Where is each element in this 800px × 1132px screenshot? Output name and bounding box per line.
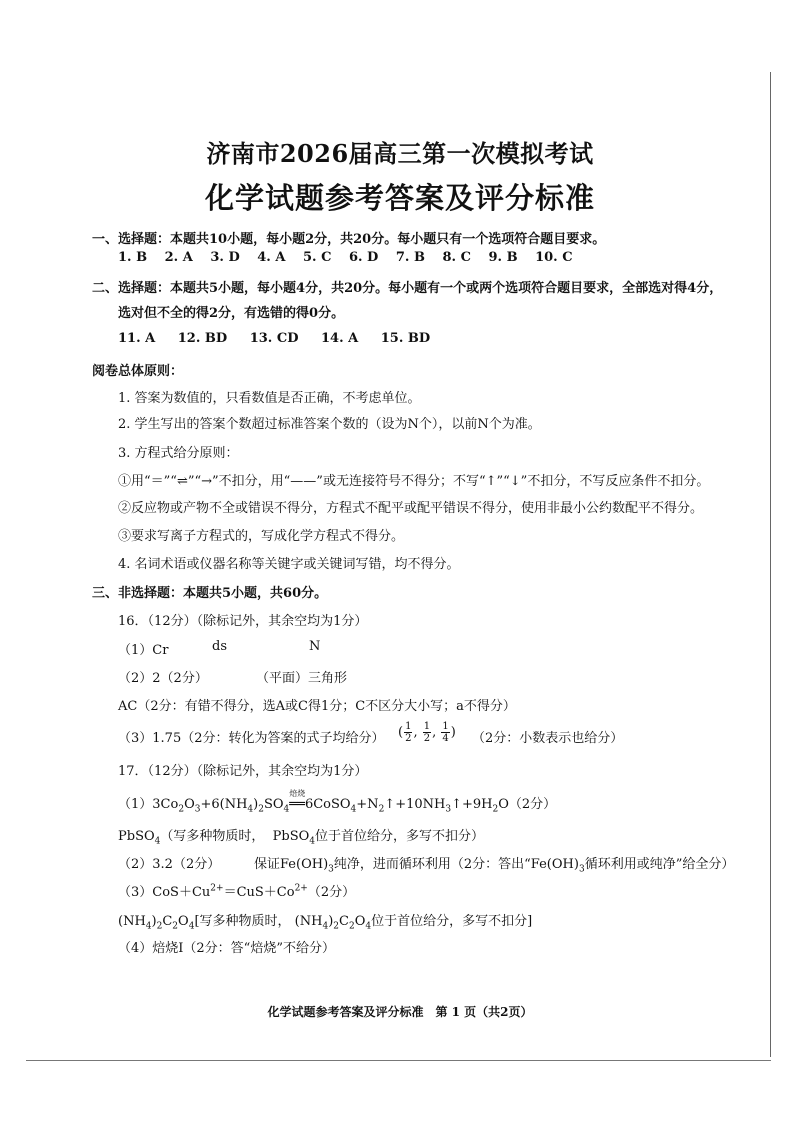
equation-rule-2: ②反应物或产物不全或错误不得分，方程式不配平或配平错误不得分，使用非最小公约数配平不得分。 (118, 501, 704, 516)
answer-14: 14. A (321, 331, 359, 346)
comma-2: , (432, 725, 437, 740)
q16-part3-coordinates (398, 717, 456, 749)
answer-9: 9. B (488, 250, 518, 265)
reaction-condition: 焙烧 ══ (289, 789, 306, 812)
principle-4: 4. 名词术语或仪器名称等关键字或关键词写错，均不得分。 (118, 557, 460, 572)
open-paren: ( (398, 725, 404, 740)
answer-6: 6. D (348, 250, 379, 265)
answer-1: 1. B (118, 250, 148, 265)
equation-rule-3: ③要求写离子方程式的，写成化学方程式不得分。 (118, 529, 405, 544)
fraction-1 (404, 721, 412, 744)
close-paren: ) (450, 725, 456, 740)
section2-answers (118, 331, 448, 346)
q16-part1-answer1: （1）Cr (118, 643, 169, 658)
answer-13: 13. CD (249, 331, 299, 346)
q16-part1-answer3: N (309, 639, 321, 654)
answer-8: 8. C (442, 250, 471, 265)
answer-7: 7. B (395, 250, 425, 265)
q16-part3-answer2-note: （2分：小数表示也给分） (472, 731, 624, 746)
equation-rule-1: ①用“＝”“⇌”“→”不扣分，用“——”或无连接符号不得分；不写“↑”“↓”不扣分，不写反应条件不扣分。 (118, 474, 710, 489)
q17-part4-answer: （4）焙烧Ⅰ（2分：答“焙烧”不给分） (118, 941, 335, 956)
fraction-3-numerator: 1 (442, 721, 449, 732)
document-title: 化学试题参考答案及评分标准 (204, 181, 595, 215)
answer-2: 2. A (164, 250, 193, 265)
comma-1: , (413, 725, 418, 740)
fraction-1-denominator: 2 (405, 733, 412, 744)
answer-5: 5. C (302, 250, 332, 265)
fraction-2-denominator: 2 (423, 733, 431, 744)
fraction-3 (441, 721, 449, 744)
fraction-2-numerator: 1 (423, 721, 431, 732)
answer-15: 15. BD (380, 331, 431, 346)
section1-heading: 一、选择题：本题共10小题，每小题2分，共20分。每小题只有一个选项符合题目要求。 (92, 232, 606, 247)
bottom-border-line (26, 1060, 771, 1061)
principle-1: 1. 答案为数值的，只看数值是否正确，不考虑单位。 (118, 391, 421, 406)
q17-part3-equation: $(3)CoS+Cu^{2+}=CuS+Co^{2+}(2$分） (118, 883, 356, 900)
q16-part3-answer1: （3）1.75（2分：转化为答案的式子均给分） (118, 731, 385, 746)
section2-heading-line1: 二、选择题：本题共5小题，每小题4分，共20分。每小题有一个或两个选项符合题目要求，全部选对得4分， (92, 281, 723, 296)
q16-part2-answer3: AC（2分：有错不得分，选A或C得1分；C不区分大小写；a不得分） (118, 699, 516, 714)
fraction-1-numerator: 1 (405, 721, 412, 732)
q17-heading: 17．（12分）（除标记外，其余空均为1分） (118, 764, 368, 779)
answer-4: 4. A (257, 250, 286, 265)
q17-part1-equation: $(1)3Co_2O_3+6(NH_4)_2SO_4$ 焙烧 $══6CoSO_4+N_2↑+10NH_3↑+9H_2O(2$分） (118, 789, 557, 815)
section3-heading: 三、非选择题：本题共5小题，共60分。 (92, 586, 328, 601)
q17-part3-answer2: $(NH_4)_2C_2O_4$[写多种物质时， $(NH_4)_2C_2O_4$位于首位给分，多写不扣分] (118, 914, 533, 932)
right-border-line (770, 72, 771, 1057)
answer-11: 11. A (118, 331, 156, 346)
section1-answers (118, 250, 586, 265)
q16-part1-answer2: ds (212, 639, 227, 654)
q16-heading: 16．（12分）（除标记外，其余空均为1分） (118, 614, 368, 629)
exam-title: 济南市2026届高三第一次模拟考试 (206, 139, 594, 168)
answer-3: 3. D (210, 250, 240, 265)
q16-part2-answer1: （2）2（2分） (118, 671, 208, 686)
principle-2: 2. 学生写出的答案个数超过标准答案个数的（设为N个），以前N个为准。 (118, 417, 541, 432)
principle-3: 3. 方程式给分原则： (118, 446, 239, 461)
page-footer: 化学试题参考答案及评分标准 第 1 页（共2页） (267, 1005, 533, 1019)
section2-heading-line2: 选对但不全的得2分，有选错的得0分。 (118, 306, 345, 321)
fraction-3-denominator: 4 (442, 733, 449, 744)
principles-heading: 阅卷总体原则： (92, 364, 184, 379)
q16-part2-answer2: （平面）三角形 (256, 671, 348, 686)
q17-part1-answer2: PbSO$_4$（写多种物质时， PbSO$_4$位于首位给分，多写不扣分） (118, 829, 485, 847)
answer-12: 12. BD (177, 331, 228, 346)
fraction-2 (423, 721, 431, 744)
answer-10: 10. C (535, 250, 573, 265)
q17-part2-answer1: （2）3.2（2分） (118, 857, 221, 872)
q17-part2-answer2: 保证$Fe(OH)_3$纯净，进而循环利用（2分：答出“$Fe(OH)_3$循环利用或纯净”给全分） (254, 857, 735, 875)
